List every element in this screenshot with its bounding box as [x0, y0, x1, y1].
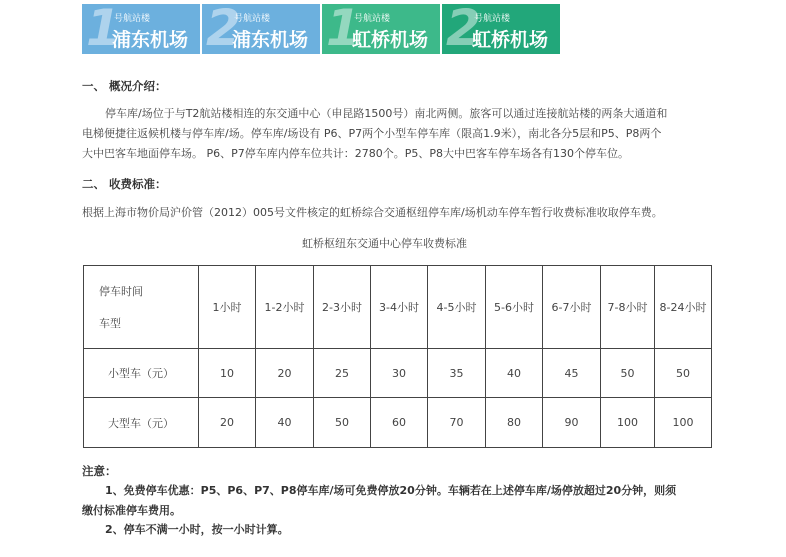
- tab-number: 2: [446, 4, 481, 54]
- table-cell: 60: [371, 398, 428, 448]
- table-cell: 70: [428, 398, 486, 448]
- table-cell: 20: [199, 398, 256, 448]
- table-header-cell: 2-3小时: [314, 266, 371, 349]
- tab-hongqiao-t2[interactable]: [442, 4, 560, 54]
- table-header-cell: 1-2小时: [256, 266, 314, 349]
- corner-type-label: 车型: [99, 317, 121, 330]
- table-cell: 30: [371, 349, 428, 398]
- table-cell: 40: [256, 398, 314, 448]
- note-1-line-1: 1、免费停车优惠：P5、P6、P7、P8停车库/场可免费停放20分钟。车辆若在上述停车库/场停放超过20分钟，则须: [105, 484, 677, 497]
- table-corner-cell: [84, 266, 199, 349]
- tab-subtitle: 号航站楼: [234, 14, 271, 24]
- tab-hongqiao-t1[interactable]: [322, 4, 440, 54]
- tab-subtitle: 号航站楼: [114, 14, 151, 24]
- table-header-cell: 8-24小时: [655, 266, 712, 349]
- table-cell: 50: [314, 398, 371, 448]
- terminal-tabs: [82, 4, 560, 54]
- tab-pudong-t1[interactable]: [82, 4, 200, 54]
- table-cell: 100: [655, 398, 712, 448]
- overview-line-3: 大中巴客车地面停车场。 P6、P7停车库内停车位共计：2780个。P5、P8大中巴客车停车场各有130个停车位。: [82, 147, 630, 160]
- table-row: [84, 349, 712, 398]
- tab-subtitle: 号航站楼: [474, 14, 511, 24]
- table-cell: 10: [199, 349, 256, 398]
- table-row: [84, 398, 712, 448]
- row-label: 小型车（元）: [84, 349, 199, 398]
- table-header-cell: 1小时: [199, 266, 256, 349]
- table-caption: 虹桥枢纽东交通中心停车收费标准: [302, 237, 467, 250]
- section-fee-title: 二、 收费标准：: [82, 177, 167, 191]
- table-header-cell: 5-6小时: [486, 266, 543, 349]
- notes-title: 注意：: [82, 464, 117, 478]
- row-label: 大型车（元）: [84, 398, 199, 448]
- table-cell: 25: [314, 349, 371, 398]
- table-cell: 50: [655, 349, 712, 398]
- table-cell: 80: [486, 398, 543, 448]
- table-cell: 45: [543, 349, 601, 398]
- corner-time-label: 停车时间: [99, 285, 143, 298]
- tab-label: 浦东机场: [232, 29, 309, 51]
- tab-label: 浦东机场: [112, 29, 189, 51]
- table-cell: 20: [256, 349, 314, 398]
- overview-line-2: 电梯便捷往返候机楼与停车库/场。停车库/场设有 P6、P7两个小型车停车库（限高1.9米），南北各分5层和P5、P8两个: [82, 127, 662, 140]
- table-cell: 90: [543, 398, 601, 448]
- table-header-cell: 4-5小时: [428, 266, 486, 349]
- table-header-cell: 6-7小时: [543, 266, 601, 349]
- tab-label: 虹桥机场: [352, 29, 429, 51]
- tab-label: 虹桥机场: [472, 29, 549, 51]
- tab-subtitle: 号航站楼: [354, 14, 391, 24]
- fee-table: [83, 265, 712, 448]
- tab-number: 1: [86, 4, 121, 54]
- note-1-line-2: 缴付标准停车费用。: [82, 504, 181, 517]
- table-cell: 50: [601, 349, 655, 398]
- table-header-cell: 3-4小时: [371, 266, 428, 349]
- table-cell: 40: [486, 349, 543, 398]
- tab-number: 2: [206, 4, 241, 54]
- table-header-row: [84, 266, 712, 349]
- section-overview-title: 一、 概况介绍：: [82, 79, 167, 93]
- tab-number: 1: [326, 4, 361, 54]
- overview-line-1: 停车库/场位于与T2航站楼相连的东交通中心（申昆路1500号）南北两侧。旅客可以通过连接航站楼的两条大通道和: [105, 107, 668, 120]
- note-2: 2、停车不满一小时，按一小时计算。: [105, 523, 289, 536]
- table-cell: 35: [428, 349, 486, 398]
- table-cell: 100: [601, 398, 655, 448]
- tab-pudong-t2[interactable]: [202, 4, 320, 54]
- table-header-cell: 7-8小时: [601, 266, 655, 349]
- fee-basis-text: 根据上海市物价局沪价管（2012）005号文件核定的虹桥综合交通枢纽停车库/场机动车停车暂行收费标准收取停车费。: [82, 206, 663, 219]
